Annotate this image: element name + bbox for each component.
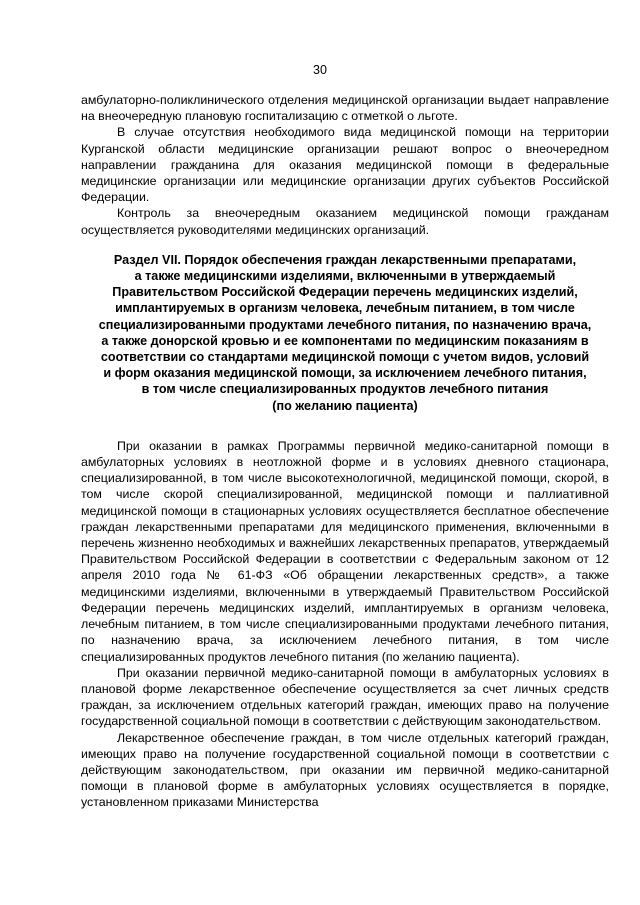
- section-heading: [81, 252, 609, 414]
- section-heading-line: соответствии со стандартами медицинской помощи с учетом видов, условий: [100, 350, 590, 365]
- section-heading-line: специализированными продуктами лечебного питания, по назначению врача,: [98, 317, 592, 332]
- paragraph: Контроль за внеочередным оказанием медицинской помощи гражданам осуществляется руководителями медицинских организаций.: [81, 206, 609, 237]
- spacer: [81, 428, 609, 438]
- section-heading-line: в том числе специализированных продуктов лечебного питания: [141, 382, 549, 397]
- paragraph: При оказании в рамках Программы первичной медико-санитарной помощи в амбулаторных условиях в неотложной форме и в условиях дневного стационара, специализированной, в том числе высокотехнологичной, медицинской помощи, скорой, в том числе скорой специализированной, медицинской помощи и паллиативной медицинской помощи в стационарных условиях осуществляется бесплатное обеспечение граждан лекарственными препаратами для медицинского применения, включенными в перечень жизненно необходимых и важнейших лекарственных препаратов, утверждаемый Правительством Российской Федерации в соответствии с Федеральным законом от 12 апреля 2010 года № 61-ФЗ «Об обращении лекарственных средств», а также медицинскими изделиями, включенными в утверждаемый Правительством Российской Федерации перечень медицинских изделий, имплантируемых в организм человека, лечебным питанием, в том числе специализированными продуктами лечебного питания, по назначению врача, за исключением лечебного питания, в том числе специализированных продуктов лечебного питания (по желанию пациента).: [81, 438, 609, 664]
- section-heading-line: (по желанию пациента): [272, 398, 418, 413]
- document-body: [81, 92, 609, 811]
- paragraph: Лекарственное обеспечение граждан, в том числе отдельных категорий граждан, имеющих право на получение государственной социальной помощи в соответствии с действующим законодательством, при оказании им первичной медико-санитарной помощи в плановой форме в амбулаторных условиях осуществляется в порядке, установленном приказами Министерства: [81, 730, 609, 810]
- paragraph: При оказании первичной медико-санитарной помощи в амбулаторных условиях в плановой форме лекарственное обеспечение осуществляется за счет личных средств граждан, за исключением отдельных категорий граждан, имеющих право на получение государственной социальной помощи в соответствии с действующим законодательством.: [81, 665, 609, 729]
- page-number: 30: [313, 63, 327, 77]
- section-heading-line: а также медицинскими изделиями, включенными в утверждаемый: [134, 269, 556, 284]
- section-heading-line: имплантируемых в организм человека, лечебным питанием, в том числе: [115, 301, 575, 316]
- paragraph: В случае отсутствия необходимого вида медицинской помощи на территории Курганской области медицинские организации решают вопрос о внеочередном направлении гражданина для оказания медицинской помощи в федеральные медицинские организации или медицинские организации других субъектов Российской Федерации.: [81, 125, 609, 205]
- section-heading-line: а также донорской кровью и ее компонентами по медицинским показаниям в: [101, 333, 589, 348]
- section-heading-line: Правительством Российской Федерации перечень медицинских изделий,: [112, 285, 578, 300]
- paragraph-continuation: амбулаторно-поликлинического отделения медицинской организации выдает направление на внеочередную плановую госпитализацию с отметкой о льготе.: [81, 93, 609, 124]
- section-heading-line: Раздел VII. Порядок обеспечения граждан лекарственными препаратами,: [113, 252, 577, 267]
- section-heading-line: и форм оказания медицинской помощи, за исключением лечебного питания,: [103, 366, 587, 381]
